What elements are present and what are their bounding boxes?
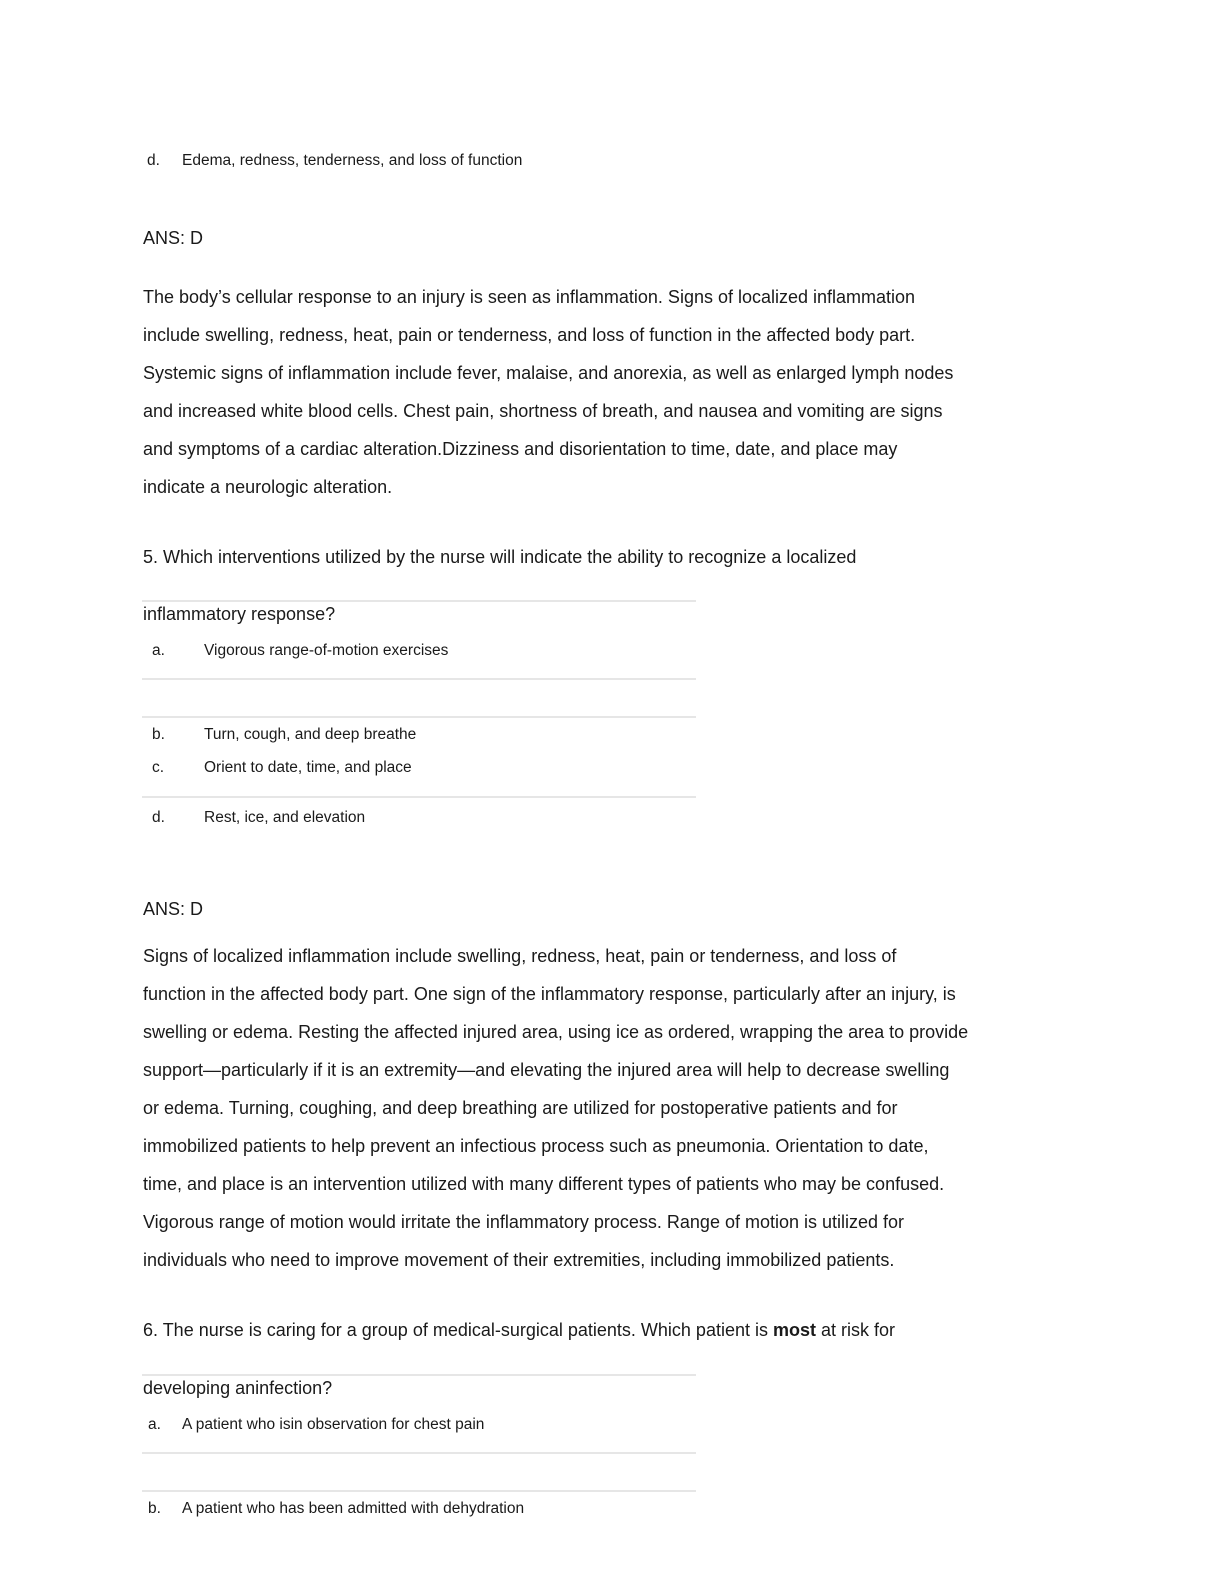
option-letter: d. bbox=[152, 809, 165, 826]
question-stem-prefix: 6. The nurse is caring for a group of medical-surgical patients. Which patient is bbox=[143, 1320, 773, 1340]
rationale-line: function in the affected body part. One sign of the inflammatory response, particularly after an injury, is bbox=[143, 984, 956, 1004]
table-rule bbox=[142, 796, 696, 798]
option-text: A patient who has been admitted with dehydration bbox=[182, 1500, 525, 1517]
table-rule bbox=[142, 600, 696, 602]
option-letter: c. bbox=[152, 759, 165, 776]
rationale-line: include swelling, redness, heat, pain or tenderness, and loss of function in the affected body part. bbox=[143, 325, 916, 345]
option-text: Vigorous range-of-motion exercises bbox=[204, 642, 449, 659]
option-text: Orient to date, time, and place bbox=[204, 759, 412, 776]
rationale-paragraph bbox=[143, 278, 1078, 506]
rationale-line: Vigorous range of motion would irritate the inflammatory process. Range of motion is utilized for bbox=[143, 1212, 905, 1232]
option-text: Turn, cough, and deep breathe bbox=[204, 726, 417, 743]
option-text: A patient who isin observation for chest pain bbox=[182, 1416, 485, 1433]
option-letter: b. bbox=[152, 726, 165, 743]
option-letter: a. bbox=[148, 1416, 161, 1433]
rationale-line: and increased white blood cells. Chest pain, shortness of breath, and nausea and vomiting are signs bbox=[143, 401, 943, 421]
answer-label: ANS: D bbox=[143, 228, 204, 248]
table-rule bbox=[142, 1452, 696, 1454]
question-stem: 5. Which interventions utilized by the nurse will indicate the ability to recognize a localized bbox=[143, 547, 857, 567]
option-letter: a. bbox=[152, 642, 165, 659]
question-stem-continued: inflammatory response? bbox=[143, 604, 336, 624]
rationale-line: immobilized patients to help prevent an infectious process such as pneumonia. Orientation to date, bbox=[143, 1136, 929, 1156]
answer-label: ANS: D bbox=[143, 899, 204, 919]
table-rule bbox=[142, 1374, 696, 1376]
rationale-line: swelling or edema. Resting the affected injured area, using ice as ordered, wrapping the area to provide bbox=[143, 1022, 969, 1042]
table-rule bbox=[142, 678, 696, 680]
rationale-line: or edema. Turning, coughing, and deep breathing are utilized for postoperative patients and for bbox=[143, 1098, 898, 1118]
emphasis-word: most bbox=[772, 1320, 816, 1340]
option-letter: b. bbox=[148, 1500, 161, 1517]
rationale-line: Signs of localized inflammation include swelling, redness, heat, pain or tenderness, and loss of bbox=[143, 946, 897, 966]
rationale-line: time, and place is an intervention utilized with many different types of patients who may be confused. bbox=[143, 1174, 945, 1194]
question-stem bbox=[143, 1320, 895, 1341]
table-rule bbox=[142, 1490, 696, 1492]
rationale-line: and symptoms of a cardiac alteration.Dizziness and disorientation to time, date, and place may bbox=[143, 439, 898, 459]
rationale-line: indicate a neurologic alteration. bbox=[143, 477, 393, 497]
rationale-line: individuals who need to improve movement of their extremities, including immobilized patients. bbox=[143, 1250, 895, 1270]
rationale-line: Systemic signs of inflammation include fever, malaise, and anorexia, as well as enlarged lymph nodes bbox=[143, 363, 954, 383]
rationale-line: support—particularly if it is an extremity—and elevating the injured area will help to decrease swelling bbox=[143, 1060, 950, 1080]
question-stem-continued: developing aninfection? bbox=[143, 1378, 333, 1398]
table-rule bbox=[142, 716, 696, 718]
option-text: Rest, ice, and elevation bbox=[204, 809, 366, 826]
option-letter: d. bbox=[147, 152, 160, 169]
option-text: Edema, redness, tenderness, and loss of function bbox=[182, 152, 523, 169]
rationale-line: The body’s cellular response to an injury is seen as inflammation. Signs of localized inflammation bbox=[143, 287, 916, 307]
question-stem-suffix: at risk for bbox=[816, 1320, 896, 1340]
rationale-paragraph bbox=[143, 937, 1078, 1279]
